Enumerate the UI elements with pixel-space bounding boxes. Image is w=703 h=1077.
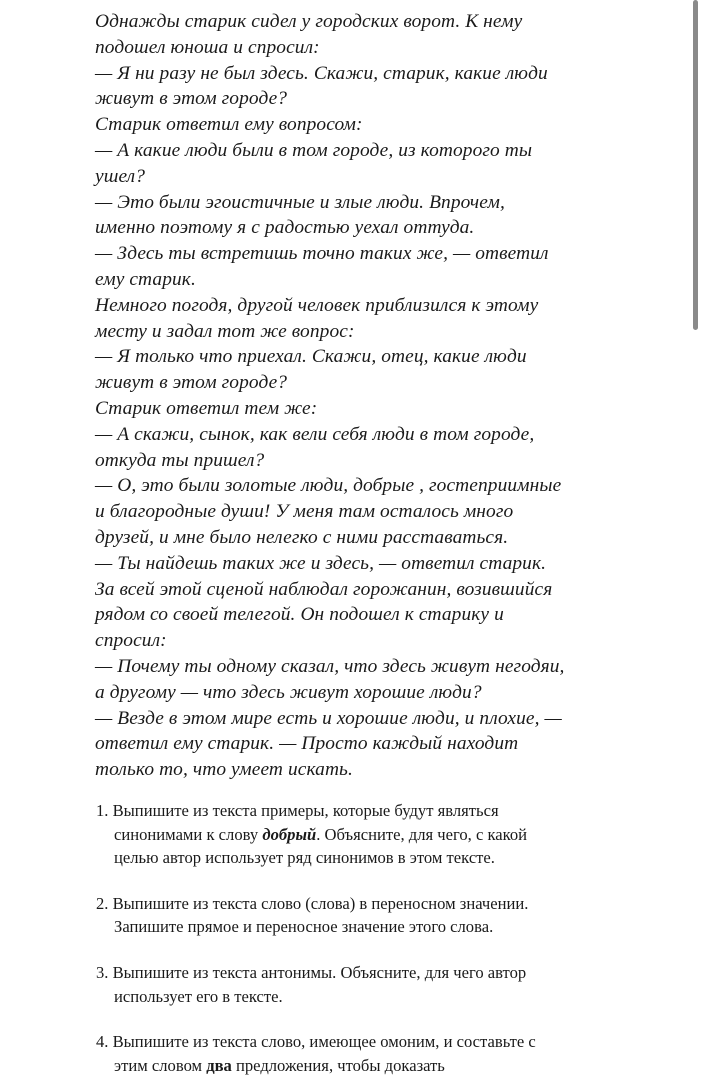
story-line: рядом со своей телегой. Он подошел к старику и	[95, 604, 504, 626]
story-line: спросил:	[95, 630, 167, 652]
story-line: только то, что умеет искать.	[95, 759, 353, 781]
keyword-dobryi: добрый	[262, 824, 317, 844]
task-2-line-2: Запишите прямое и переносное значение этого слова.	[114, 917, 494, 937]
story-line: — А какие люди были в том городе, из которого ты	[95, 139, 533, 161]
task-list	[96, 799, 656, 1077]
story-line: Старик ответил тем же:	[95, 397, 318, 419]
task-1-line-3: целью автор использует ряд синонимов в этом тексте.	[114, 848, 495, 868]
task-1	[96, 799, 656, 870]
story-line: — А скажи, сынок, как вели себя люди в том городе,	[95, 423, 535, 445]
story-line: месту и задал тот же вопрос:	[95, 320, 355, 342]
task-3-line-1: 3. Выпишите из текста антонимы. Объясните, для чего автор	[96, 962, 527, 982]
story-line: — О, это были золотые люди, добрые , гостеприимные	[95, 475, 562, 497]
task-4-line-1: 4. Выпишите из текста слово, имеющее омоним, и составьте с	[96, 1032, 536, 1052]
task-3	[96, 961, 656, 1008]
task-4	[96, 1030, 656, 1077]
task-3-line-2: использует его в тексте.	[114, 986, 283, 1006]
story-line: — Я только что приехал. Скажи, отец, какие люди	[95, 346, 527, 368]
task-1-text-pre: синонимами к слову	[114, 824, 263, 844]
story-line: ответил ему старик. — Просто каждый находит	[95, 733, 519, 755]
story-line: и благородные души! У меня там осталось много	[95, 501, 514, 523]
story-line: живут в этом городе?	[95, 372, 288, 394]
story-line: откуда ты пришел?	[95, 449, 265, 471]
task-1-line-2	[96, 823, 656, 847]
story-line: — Я ни разу не был здесь. Скажи, старик, какие люди	[95, 62, 548, 84]
task-1-line-1: 1. Выпишите из текста примеры, которые будут являться	[96, 801, 499, 820]
story-line: Однажды старик сидел у городских ворот. К нему	[95, 11, 523, 32]
keyword-dva: два	[206, 1055, 232, 1075]
story-line: друзей, и мне было нелегко с ними расставаться.	[95, 526, 509, 548]
story-line: — Это были эгоистичные и злые люди. Впрочем,	[95, 191, 505, 213]
task-4-text-post: предложения, чтобы доказать	[231, 1055, 445, 1075]
story-line: — Здесь ты встретишь точно таких же, — ответил	[95, 243, 549, 265]
task-4-text-pre: этим словом	[114, 1055, 207, 1075]
story-line: ему старик.	[95, 268, 196, 290]
story-line: Немного погодя, другой человек приблизился к этому	[95, 294, 539, 316]
vertical-scrollbar[interactable]	[693, 0, 698, 330]
task-2-line-1: 2. Выпишите из текста слово (слова) в переносном значении.	[96, 893, 529, 913]
story-line: За всей этой сценой наблюдал горожанин, возившийся	[95, 578, 553, 600]
story-line: подошел юноша и спросил:	[95, 36, 320, 58]
story-line: а другому — что здесь живут хорошие люди?	[95, 681, 482, 703]
task-1-text-post: . Объясните, для чего, с какой	[316, 824, 528, 844]
story-line: ушел?	[95, 165, 146, 187]
story-line: — Почему ты одному сказал, что здесь живут негодяи,	[95, 655, 565, 677]
story-line: живут в этом городе?	[95, 88, 288, 110]
story-text	[95, 9, 655, 783]
story-line: — Везде в этом мире есть и хорошие люди, и плохие, —	[95, 707, 562, 729]
task-4-line-2	[96, 1054, 656, 1077]
story-line: Старик ответил ему вопросом:	[95, 114, 363, 136]
story-line: — Ты найдешь таких же и здесь, — ответил старик.	[95, 552, 547, 574]
task-2	[96, 892, 656, 939]
story-line: именно поэтому я с радостью уехал оттуда.	[95, 217, 475, 239]
